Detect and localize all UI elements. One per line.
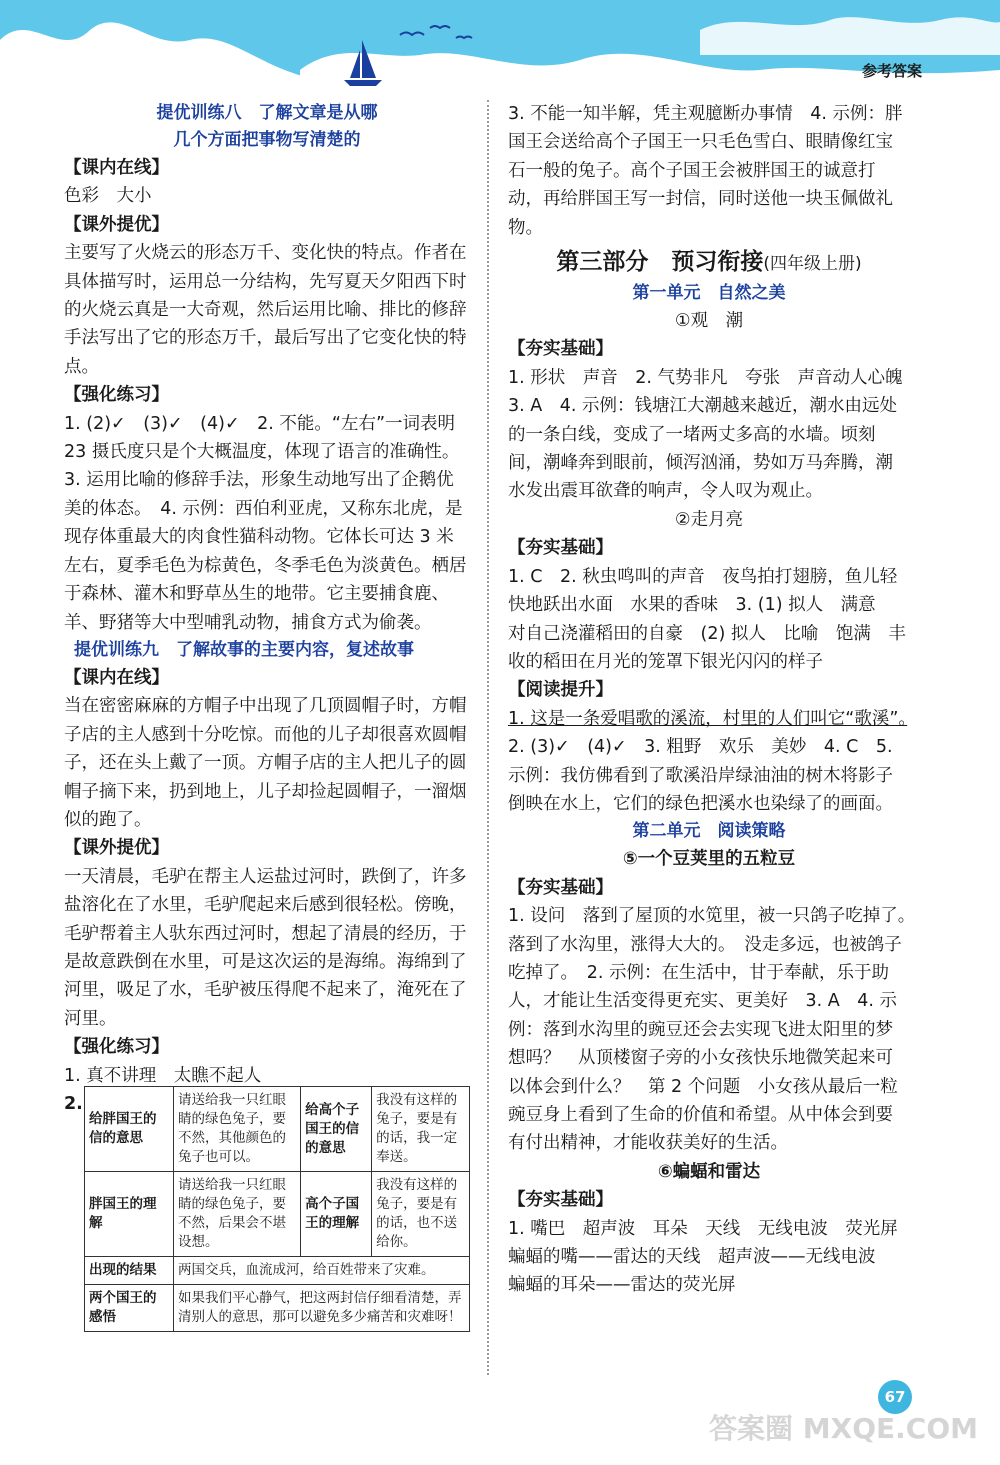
table-cell: 出现的结果 bbox=[85, 1257, 174, 1285]
header-banner bbox=[0, 0, 1000, 95]
table-cell: 请送给我一只红眼睛的绿色兔子，要不然，其他颜色的兔子也可以。 bbox=[174, 1087, 301, 1172]
header-label: 参考答案 bbox=[861, 62, 922, 80]
table-cell: 两个国王的感悟 bbox=[85, 1285, 174, 1332]
lesson-title: ②走月亮 bbox=[674, 509, 744, 530]
table-cell: 胖国王的理解 bbox=[85, 1172, 174, 1257]
section-label: 【课外提优】 bbox=[64, 214, 169, 235]
column-divider bbox=[487, 100, 489, 1375]
answer-text: 一天清晨，毛驴在帮主人运盐过河时，跌倒了，许多盐溶化在了水里，毛驴爬起来后感到很轻松。傍晚，毛驴帮着主人驮东西过河时，想起了清晨的经历，于是故意跌倒在水里，可是这次运的是海绵。海绵到了河里，吸足了水，毛驴被压得爬不起来了，淹死在了河里。 bbox=[64, 866, 467, 1029]
answer-text: 当在密密麻麻的方帽子中出现了几顶圆帽子时，方帽子店的主人感到十分吃惊。而他的儿子却很喜欢圆帽子，还在头上戴了一顶。方帽子店的主人把儿子的圆帽子摘下来，扔到地上，儿子却捡起圆帽子，一溜烟似的跑了。 bbox=[64, 696, 467, 830]
table-cell: 我没有这样的兔子，要是有的话，我一定奉送。 bbox=[372, 1087, 470, 1172]
page-number: 67 bbox=[878, 1380, 912, 1414]
section-label: 【夯实基础】 bbox=[508, 1190, 613, 1211]
answer-text: 1. (2)✓ (3)✓ (4)✓ 2. 不能。“左右”一词表明 23 摄氏度只是个大概温度，体现了语言的准确性。 3. 运用比喻的修辞手法，形象生动地写出了企鹅优美的体态。 4. 示例：西伯利亚虎，又称东北虎，是现存体重最大的肉食性猫科动物。它体长可达 3 米左右，夏季毛色为棕黄色，冬季毛色为淡黄色。栖居于森林、灌木和野草丛生的地带。它主要捕食鹿、羊、野猪等大中型哺乳动物，捕食方式为偷袭。 bbox=[64, 413, 469, 633]
answer-text: 3. 不能一知半解，凭主观臆断办事情 4. 示例：胖国王会送给高个子国王一只毛色雪白、眼睛像红宝石一般的兔子。高个子国王会被胖国王的诚意打动，再给胖国王写一封信，同时送他一块玉佩做礼物。 bbox=[508, 104, 903, 238]
part3-title-sub: (四年级上册) bbox=[763, 254, 862, 275]
table-cell: 高个子国王的理解 bbox=[301, 1172, 372, 1257]
section-label: 【夯实基础】 bbox=[508, 538, 613, 559]
table-row bbox=[85, 1257, 470, 1285]
question-2 bbox=[64, 1090, 470, 1332]
section-label: 【阅读提升】 bbox=[508, 680, 613, 701]
table-cell: 我没有这样的兔子，要是有的话，也不送给你。 bbox=[372, 1172, 470, 1257]
section-label: 【课内在线】 bbox=[64, 667, 169, 688]
table-cell: 两国交兵，血流成河，给百姓带来了灾难。 bbox=[174, 1257, 470, 1285]
table-cell: 给高个子国王的信的意思 bbox=[301, 1087, 372, 1172]
answer-text: 1. 形状 声音 2. 气势非凡 夸张 声音动人心魄 3. A 4. 示例：钱塘江大潮越来越近，潮水由远处的一条白线，变成了一堵两丈多高的水墙。顷刻间，潮峰奔到眼前，倾泻汹涌，势如万马奔腾，潮水发出震耳欲聋的响声，令人叹为观止。 bbox=[508, 367, 921, 502]
underlined-answer: 1. 这是一条爱唱歌的溪流，村里的人们叫它“歌溪”。 bbox=[508, 708, 908, 729]
sky-cloud-banner bbox=[0, 0, 1000, 95]
answer-text: 1. 设问 落到了屋顶的水笕里，被一只鸽子吃掉了。 落到了水沟里，涨得大大的。 没走多远，也被鸽子吃掉了。 2. 示例：在生活中，甘于奉献，乐于助人，才能让生活变得更充实、更美好 3. A 4. 示例：落到水沟里的豌豆还会去实现飞进太阳里的梦想吗？ 从顶楼窗子旁的小女孩快乐地微笑起来可以体会到什么？ 第 2 个问题 小女孩从最后一粒豌豆身上看到了生命的价值和希望。从中体会到要有付出精神，才能收获美好的生活。 bbox=[508, 906, 925, 1154]
training8-title-line1: 提优训练八 了解文章是从哪 bbox=[156, 103, 378, 123]
training8-title-line2: 几个方面把事物写清楚的 bbox=[173, 130, 361, 150]
lesson-title: ⑤一个豆荚里的五粒豆 bbox=[622, 849, 796, 870]
lesson-title: ①观 潮 bbox=[674, 311, 744, 332]
lesson-title: ⑥蝙蝠和雷达 bbox=[657, 1161, 761, 1182]
table-cell: 请送给我一只红眼睛的绿色兔子，要不然，后果会不堪设想。 bbox=[174, 1172, 301, 1257]
answer-table bbox=[84, 1086, 470, 1332]
table-row bbox=[85, 1285, 470, 1332]
part3-title-main: 第三部分 预习衔接 bbox=[556, 249, 764, 276]
part3-title bbox=[508, 246, 910, 280]
table-cell: 如果我们平心静气，把这两封信仔细看清楚，弄清别人的意思，那可以避免多少痛苦和灾难呀！ bbox=[174, 1285, 470, 1332]
unit1-title: 第一单元 自然之美 bbox=[632, 283, 786, 304]
right-column bbox=[508, 100, 925, 1300]
answer-text bbox=[508, 705, 925, 819]
section-label: 【夯实基础】 bbox=[508, 339, 613, 360]
section-label: 【夯实基础】 bbox=[508, 877, 613, 898]
answer-text: 1. C 2. 秋虫鸣叫的声音 夜鸟拍打翅膀，鱼儿轻快地跃出水面 水果的香味 3. (1) 拟人 满意 对自己浇灌稻田的自豪 (2) 拟人 比喻 饱满 丰收的稻田在月光的笼罩下银光闪闪的样子 bbox=[508, 566, 906, 672]
left-column bbox=[64, 100, 470, 1332]
training9-title: 提优训练九 了解故事的主要内容，复述故事 bbox=[74, 639, 414, 660]
table-cell: 给胖国王的信的意思 bbox=[85, 1087, 174, 1172]
answer-text: 主要写了火烧云的形态万千、变化快的特点。作者在具体描写时，运用总一分结构，先写夏天夕阳西下时的火烧云真是一大奇观，然后运用比喻、排比的修辞手法写出了它的形态万千，最后写出了它变化快的特点。 bbox=[64, 243, 467, 377]
answer-text: 1. 嘴巴 超声波 耳朵 天线 无线电波 荧光屏 蝙蝠的嘴——雷达的天线 超声波——无线电波 蝙蝠的耳朵——雷达的荧光屏 bbox=[508, 1218, 916, 1296]
unit2-title: 第二单元 阅读策略 bbox=[632, 821, 786, 842]
answer-text: 1. 真不讲理 太瞧不起人 bbox=[64, 1065, 262, 1086]
table-row bbox=[85, 1087, 470, 1172]
answer-text-rest: 2. (3)✓ (4)✓ 3. 粗野 欢乐 美妙 4. C 5. 示例：我仿佛看到了歌溪沿岸绿油油的树木将影子倒映在水上，它们的绿色把溪水也染绿了的画面。 bbox=[508, 708, 925, 814]
table-row bbox=[85, 1172, 470, 1257]
section-label: 【课内在线】 bbox=[64, 158, 169, 178]
section-label: 【强化练习】 bbox=[64, 385, 169, 406]
answer-text: 色彩 大小 bbox=[64, 186, 152, 207]
question-number: 2. bbox=[64, 1094, 83, 1114]
watermark: 答案圈 MXQE.COM bbox=[709, 1412, 978, 1445]
section-label: 【强化练习】 bbox=[64, 1037, 169, 1058]
section-label: 【课外提优】 bbox=[64, 838, 169, 859]
